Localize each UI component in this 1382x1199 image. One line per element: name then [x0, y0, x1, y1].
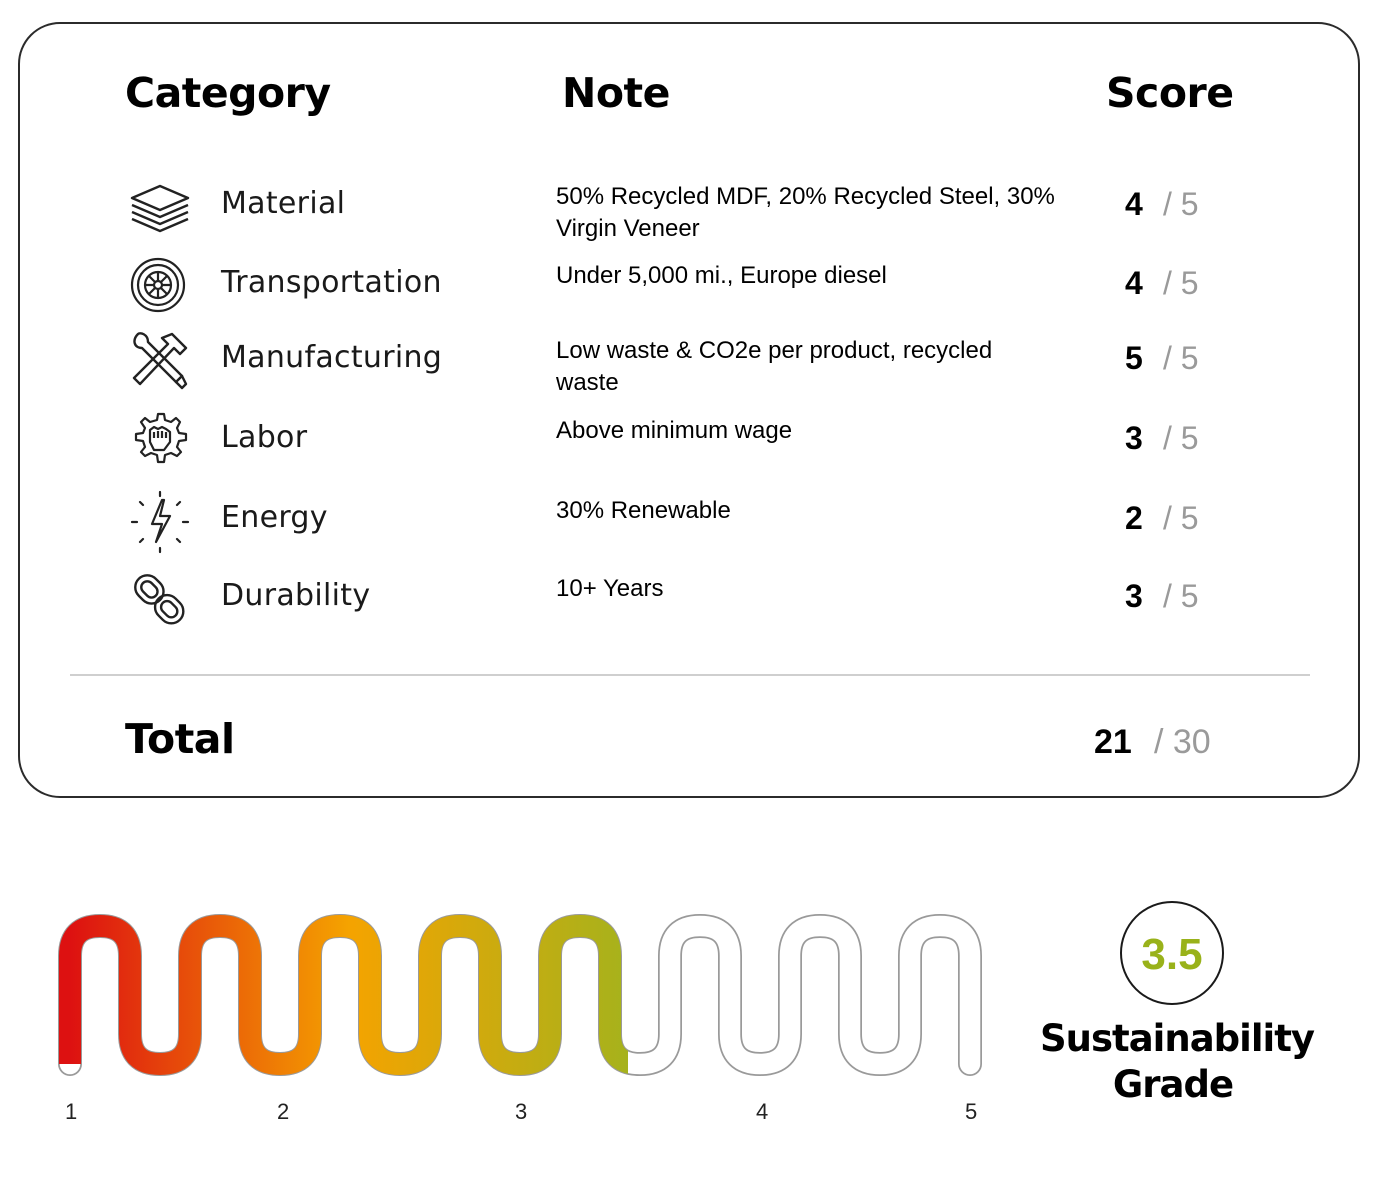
table-row: [0, 263, 1382, 333]
note-header: Note: [562, 69, 670, 117]
score-value: 4: [1125, 265, 1143, 301]
score-header: Score: [1106, 69, 1234, 117]
score-max: / 5: [1163, 340, 1199, 376]
score-max: / 5: [1163, 420, 1199, 456]
tools-icon: [128, 330, 192, 394]
table-row: [0, 184, 1382, 254]
grade-badge: [1120, 901, 1224, 1005]
table-row: [0, 576, 1382, 646]
scale-tick: 3: [515, 1099, 528, 1124]
lightning-icon: [128, 490, 192, 554]
total-label: Total: [125, 715, 235, 763]
total-divider: [70, 674, 1310, 676]
grade-value: 3.5: [1141, 930, 1203, 979]
category-label: Manufacturing: [221, 340, 443, 375]
score-value: 4: [1125, 186, 1143, 222]
score-value: 3: [1125, 578, 1143, 614]
category-label: Energy: [221, 500, 328, 535]
category-label: Labor: [221, 420, 308, 455]
note-text: 10+ Years: [556, 575, 664, 602]
grade-label: Sustainability Grade: [1040, 1017, 1314, 1106]
scale-tick: 1: [65, 1099, 78, 1124]
table-row: [0, 498, 1382, 568]
scale-tick: 4: [756, 1099, 769, 1124]
note-text: Under 5,000 mi., Europe diesel: [556, 262, 887, 289]
score-max: / 5: [1163, 265, 1199, 301]
layers-icon: [128, 176, 192, 240]
note-text: Low waste & CO2e per product, recycled waste: [556, 337, 993, 396]
chain-link-icon: [128, 568, 192, 632]
note-text: 50% Recycled MDF, 20% Recycled Steel, 30% Virgin Veneer: [556, 183, 1055, 242]
score-value: 3: [1125, 420, 1143, 456]
grade-meter: [40, 880, 1000, 1090]
scale-tick: 5: [965, 1099, 978, 1124]
score-value: 2: [1125, 500, 1143, 536]
score-card: [18, 22, 1360, 798]
score-value: 5: [1125, 340, 1143, 376]
score-max: / 5: [1163, 578, 1199, 614]
fist-gear-icon: [128, 410, 192, 474]
note-text: Above minimum wage: [556, 417, 793, 444]
category-label: Material: [221, 186, 346, 221]
tire-icon: [128, 255, 192, 319]
category-label: Transportation: [221, 265, 442, 300]
total-score: 21: [1094, 723, 1132, 761]
table-row: [0, 338, 1382, 408]
score-max: / 5: [1163, 186, 1199, 222]
note-text: 30% Renewable: [556, 497, 731, 524]
category-label: Durability: [221, 578, 371, 613]
score-max: / 5: [1163, 500, 1199, 536]
table-row: [0, 418, 1382, 488]
category-header: Category: [125, 69, 331, 117]
total-max: / 30: [1154, 723, 1211, 761]
scale-tick: 2: [277, 1099, 290, 1124]
